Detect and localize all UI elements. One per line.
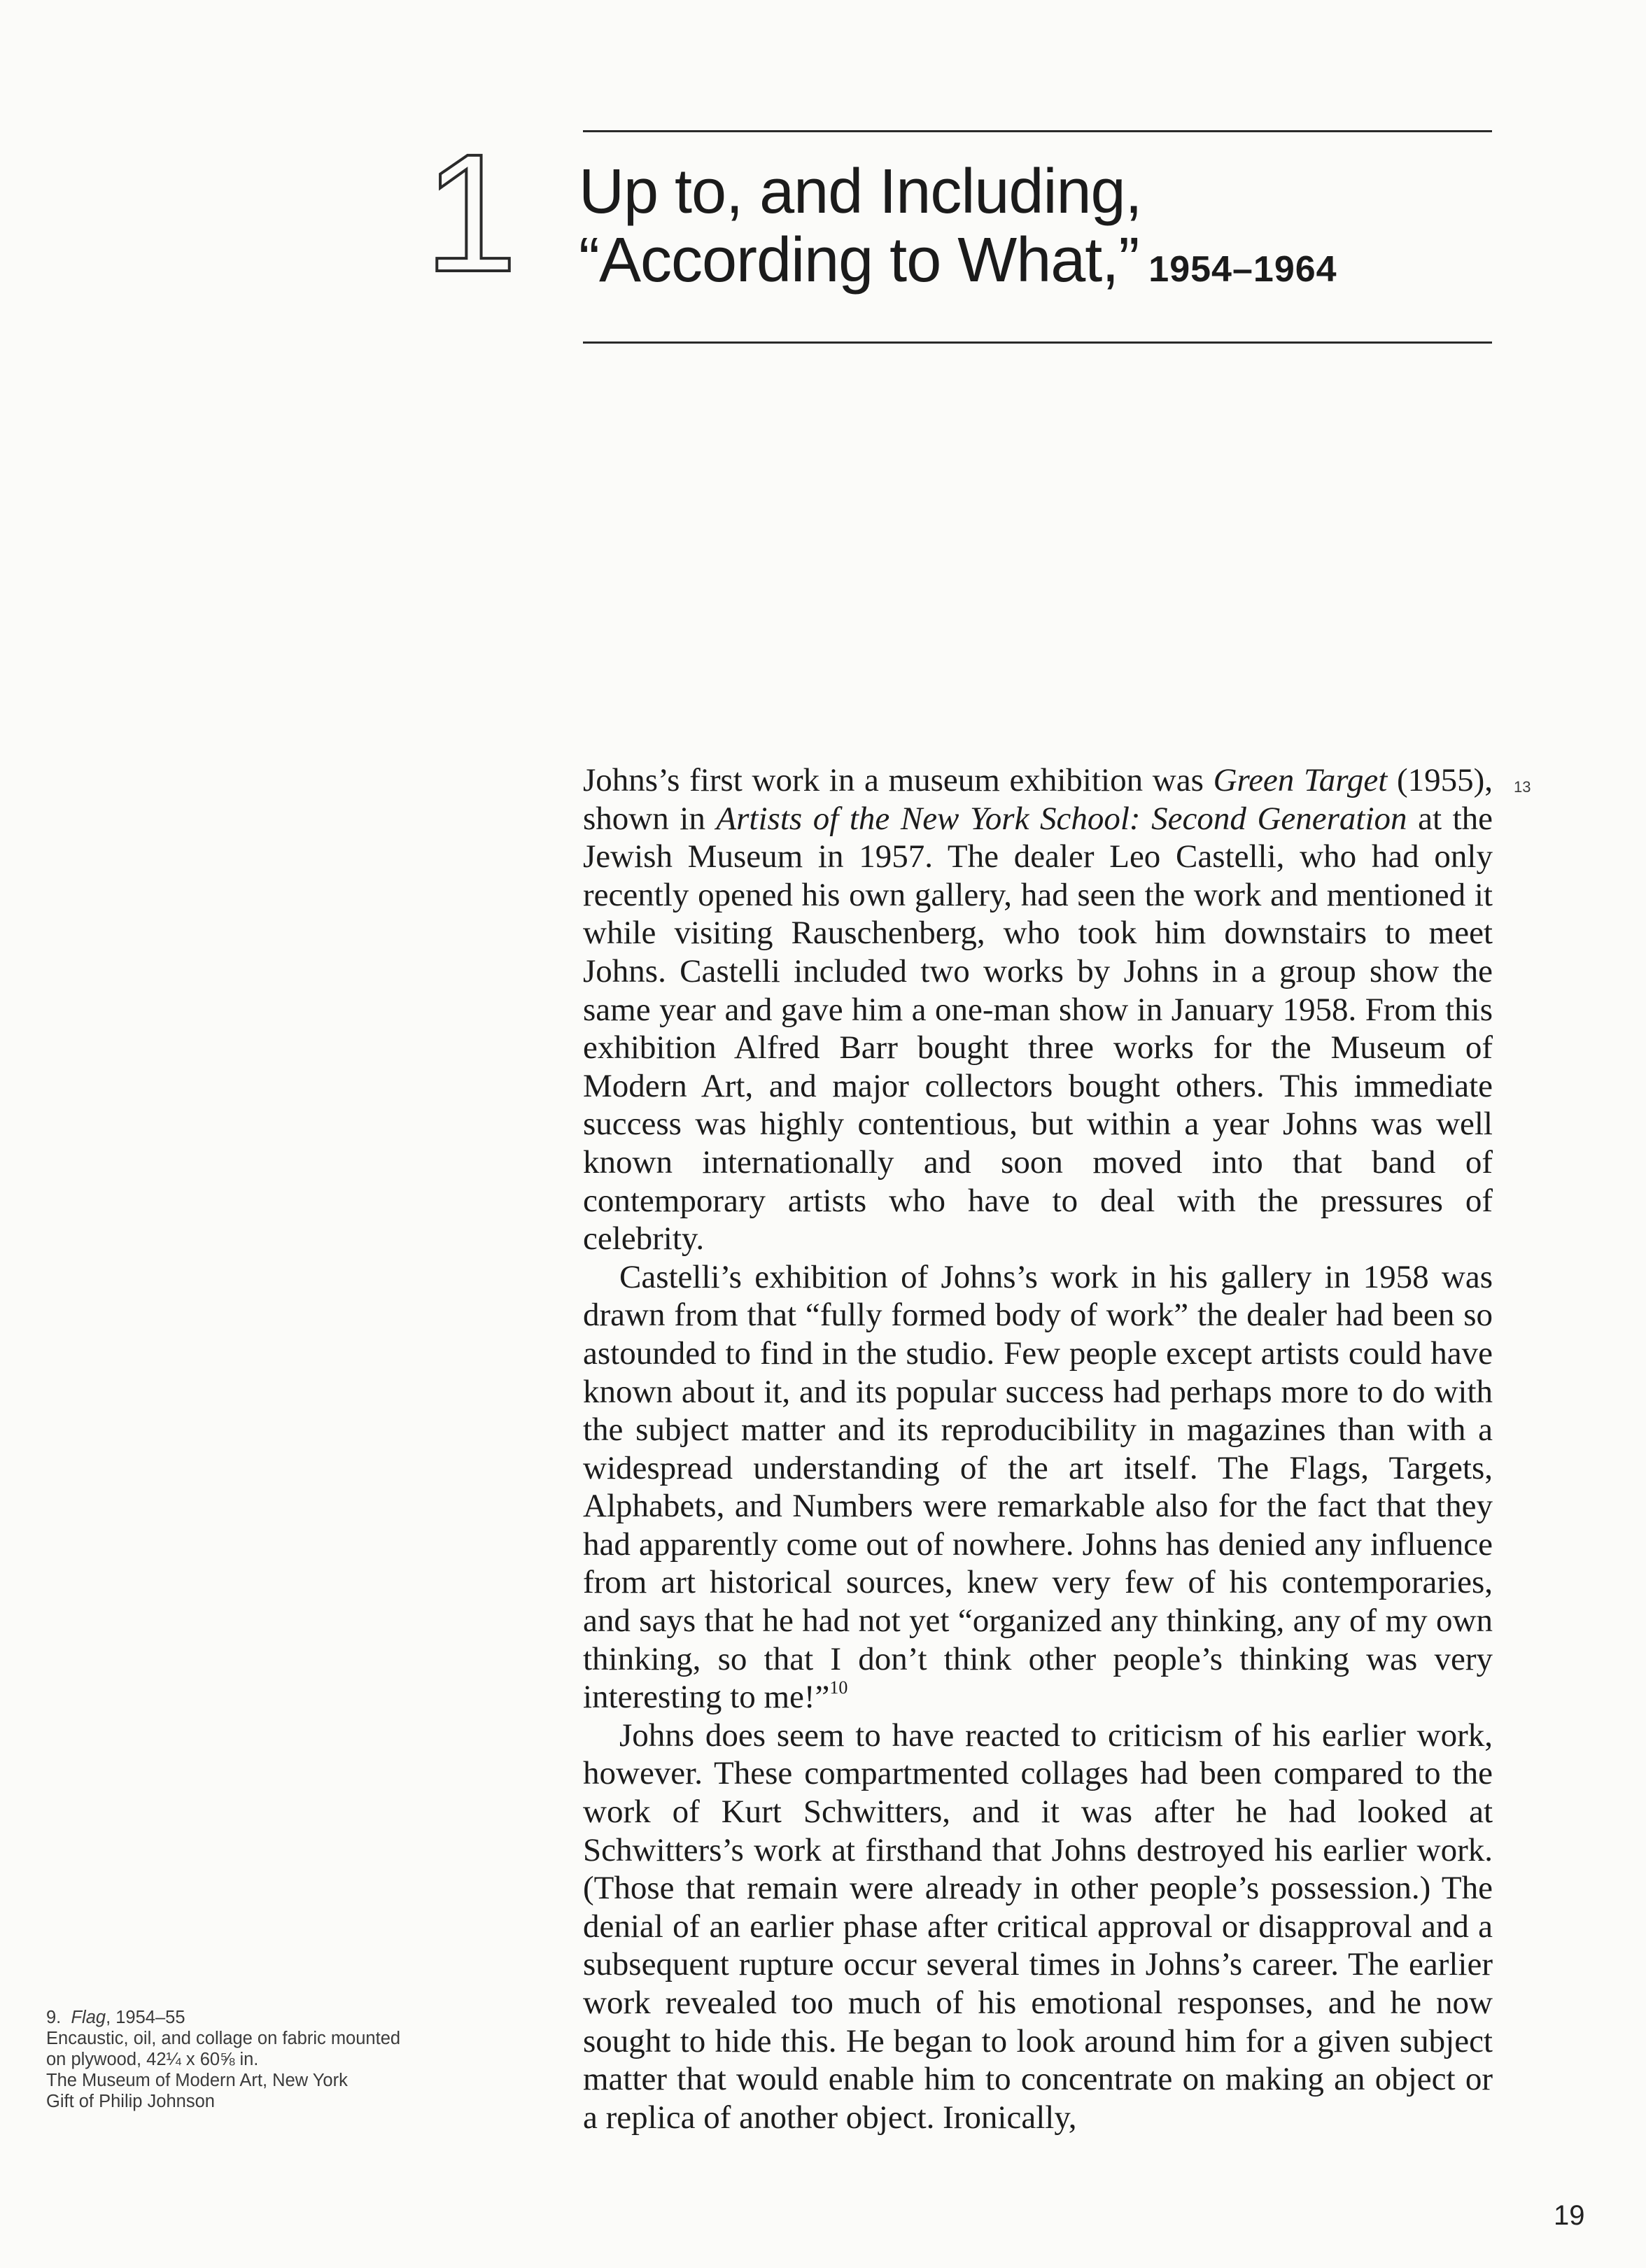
caption-line-1: [46, 2007, 494, 2028]
footnote-marker: 10: [829, 1677, 848, 1698]
paragraph-2: [583, 1258, 1493, 1717]
caption-line-4: The Museum of Modern Art, New York: [46, 2071, 348, 2090]
chapter-title-line-1: Up to, and Including,: [579, 157, 1142, 227]
chapter-dates: 1954–1964: [1148, 249, 1337, 290]
paragraph-1: [583, 761, 1493, 1258]
header-rule-top: [583, 130, 1492, 132]
paragraph-1-text-b: (1955), shown in: [583, 762, 1493, 837]
paragraph-1-text-c: at the Jewish Museum in 1957. The dealer Leo Castelli, who had only recently opened his own gallery, had seen the work and mentioned it while visiting Rauschenberg, who took him downstairs to meet Johns. Castelli included two works by Johns in a group show the same year and gave him a one-man show in January 1958. From this exhibition Alfred Barr bought three works for the Museum of Modern Art, and major collectors bought others. This immediate success was highly contentious, but within a year Johns was well known internationally and soon moved into that band of contemporary artists who have to deal with the pressures of celebrity.: [583, 800, 1493, 1258]
caption-title: Flag: [71, 2008, 106, 2027]
figure-caption: [46, 2007, 494, 2112]
paragraph-3: [583, 1717, 1493, 2137]
caption-date: , 1954–55: [106, 2008, 185, 2027]
chapter-title-line-2-text: “According to What,”: [579, 225, 1139, 295]
caption-number: 9.: [46, 2008, 62, 2027]
chapter-title-line-2: [579, 226, 1496, 304]
body-text: [583, 761, 1493, 2136]
paragraph-2-text: Castelli’s exhibition of Johns’s work in his gallery in 1958 was drawn from that “fully formed body of work” the dealer had been so astounded to find in the studio. Few people except artists could have known about it, and its popular success had perhaps more to do with the subject matter and its reproducibility in magazines than with a widespread understanding of the art itself. The Flags, Targets, Alphabets, and Numbers were remarkable also for the fact that they had apparently come out of nowhere. Johns has denied any influence from art historical sources, knew very few of his contemporaries, and says that he had not yet “organized any thinking, any of my own thinking, so that I don’t think other people’s thinking was very interesting to me!”: [583, 1258, 1493, 1716]
paragraph-3-text: Johns does seem to have reacted to criticism of his earlier work, however. These compartmented collages had been compared to the work of Kurt Schwitters, and it was after he had looked at Schwitters’s work at firsthand that Johns destroyed his earlier work. (Those that remain were already in other people’s possession.) The denial of an earlier phase after critical approval or disapproval and a subsequent rupture occur several times in Johns’s career. The earlier work revealed too much of his emotional responses, and he now sought to hide this. He began to look around him for a given subject matter that would enable him to concentrate on making an object or a replica of another object. Ironically,: [583, 1717, 1493, 2136]
artwork-title-green-target: Green Target: [1213, 762, 1388, 798]
chapter-title: [579, 157, 1496, 304]
chapter-number: 1: [424, 119, 518, 307]
page-number: 19: [1554, 2200, 1585, 2231]
exhibition-title: Artists of the New York School: Second Generation: [716, 800, 1407, 837]
caption-line-5: Gift of Philip Johnson: [46, 2092, 215, 2111]
margin-figure-reference: 13: [1514, 778, 1531, 796]
header-rule-bottom: [583, 341, 1492, 344]
caption-line-3: on plywood, 42¼ x 60⅝ in.: [46, 2050, 259, 2069]
caption-line-2: Encaustic, oil, and collage on fabric mounted: [46, 2029, 401, 2048]
paragraph-1-text-a: Johns’s first work in a museum exhibition was: [583, 762, 1214, 798]
